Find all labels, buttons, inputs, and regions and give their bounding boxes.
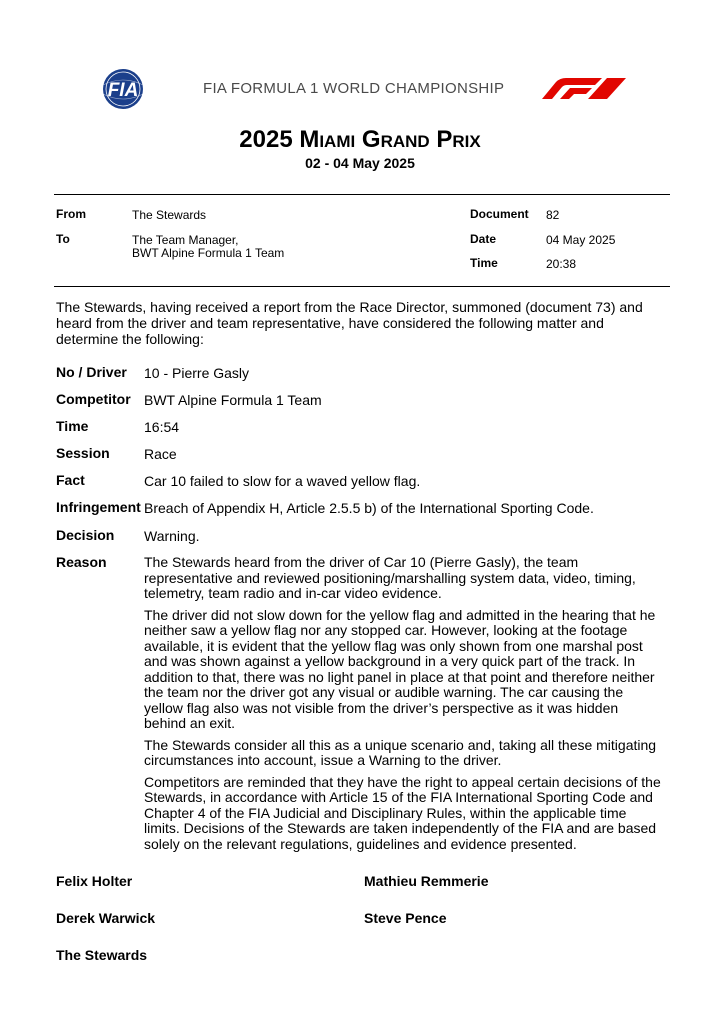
intro-paragraph: The Stewards, having received a report from the Race Director, summoned (document 73) and heard from the driver and team representative, have considered the following matter and determine the following: bbox=[56, 299, 643, 347]
driver-value: 10 - Pierre Gasly bbox=[144, 365, 250, 381]
title-year: 2025 bbox=[239, 126, 293, 153]
decision-value: Warning. bbox=[144, 528, 200, 544]
competitor-value: BWT Alpine Formula 1 Team bbox=[144, 392, 322, 408]
document-label: Document bbox=[470, 207, 529, 221]
stewards-footer: The Stewards bbox=[56, 947, 148, 963]
to-value-line-1: The Team Manager, bbox=[132, 233, 239, 247]
to-label: To bbox=[56, 232, 70, 246]
time-value: 20:38 bbox=[546, 257, 577, 271]
reason-paragraph: The Stewards consider all this as a unique scenario and, taking all these mitigating circumstances into account, issue a Warning to the driver. bbox=[144, 736, 657, 768]
from-value: The Stewards bbox=[132, 208, 207, 222]
competitor-label: Competitor bbox=[56, 391, 131, 407]
reason-text bbox=[144, 555, 664, 858]
fia-logo-text: FIA bbox=[107, 80, 139, 101]
reason-paragraph: The driver did not slow down for the yellow flag and admitted in the hearing that he neither saw a yellow flag nor any stopped car. However, looking at the footage available, it is evident that the yellow flag was only shown from one marshal post and was shown against a yellow background in a very quick part of the track. In addition to that, there was no light panel in place at that point and therefore neither the team nor the driver got any visual or audible warning. The car causing the yellow flag also was not visible from the driver’s perspective as it was hidden behind an exit. bbox=[144, 606, 656, 731]
steward-signature: Steve Pence bbox=[364, 910, 447, 926]
f1-logo-icon bbox=[540, 76, 628, 100]
date-value: 04 May 2025 bbox=[546, 233, 616, 247]
championship-title: FIA FORMULA 1 WORLD CHAMPIONSHIP bbox=[203, 80, 505, 97]
driver-label: No / Driver bbox=[56, 364, 127, 380]
title-event-word-2: Grand bbox=[361, 126, 430, 153]
document-number: 82 bbox=[546, 208, 560, 222]
steward-signature: Derek Warwick bbox=[56, 910, 156, 926]
bottom-divider bbox=[54, 286, 670, 287]
infringement-value: Breach of Appendix H, Article 2.5.5 b) of the International Sporting Code. bbox=[144, 500, 594, 516]
incident-time-value: 16:54 bbox=[144, 419, 180, 435]
reason-label: Reason bbox=[56, 554, 107, 570]
infringement-label: Infringement bbox=[56, 499, 141, 515]
to-value bbox=[132, 234, 284, 260]
fact-value: Car 10 failed to slow for a waved yellow flag. bbox=[144, 473, 421, 489]
steward-signature: Mathieu Remmerie bbox=[364, 873, 489, 889]
steward-signature: Felix Holter bbox=[56, 873, 133, 889]
decision-label: Decision bbox=[56, 527, 115, 543]
event-dates: 02 - 04 May 2025 bbox=[305, 155, 415, 171]
time-label: Time bbox=[470, 256, 498, 270]
session-label: Session bbox=[56, 445, 110, 461]
date-label: Date bbox=[470, 232, 497, 246]
reason-paragraph: The Stewards heard from the driver of Car 10 (Pierre Gasly), the team representative and reviewed positioning/marshalling system data, video, timing, telemetry, team radio and in-car video evidence. bbox=[144, 554, 636, 601]
top-divider bbox=[54, 194, 670, 195]
to-value-line-2: BWT Alpine Formula 1 Team bbox=[132, 246, 285, 260]
reason-paragraph: Competitors are reminded that they have the right to appeal certain decisions of the Stewards, in accordance with Article 15 of the FIA International Sporting Code and Chapter 4 of the FIA Judicial and Disciplinary Rules, within the applicable time limits. Decisions of the Stewards are taken independently of the FIA and are based solely on the relevant regulations, guidelines and evidence presented. bbox=[144, 773, 661, 852]
fact-label: Fact bbox=[56, 472, 85, 488]
session-value: Race bbox=[144, 446, 177, 462]
title-event-word-1: Miami bbox=[299, 126, 356, 153]
document-title bbox=[0, 126, 720, 154]
title-event-word-3: Prix bbox=[436, 126, 481, 153]
incident-time-label: Time bbox=[56, 418, 89, 434]
from-label: From bbox=[56, 207, 86, 221]
document-header bbox=[0, 0, 720, 120]
fia-logo-icon bbox=[93, 67, 153, 111]
